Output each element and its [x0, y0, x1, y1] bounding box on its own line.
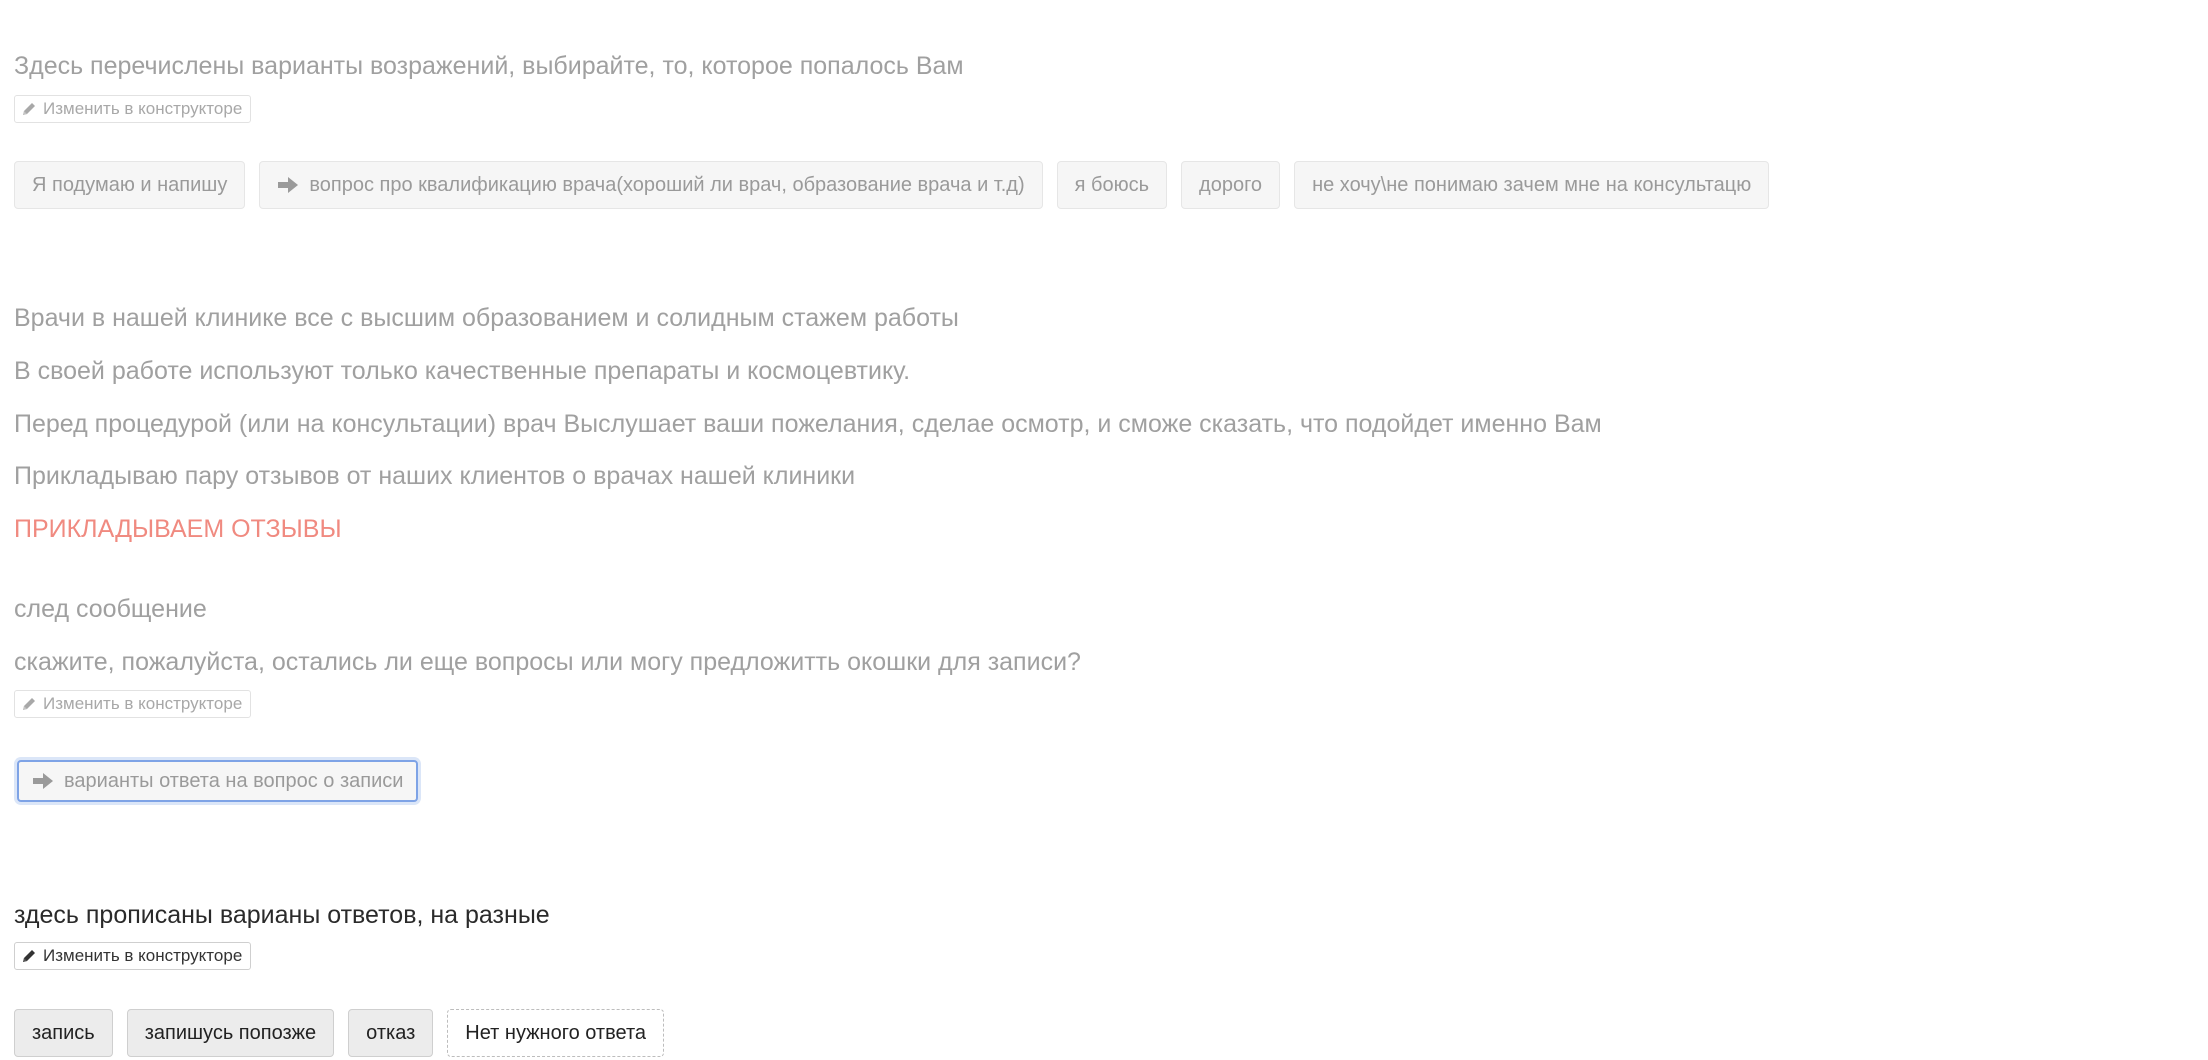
pencil-icon	[21, 948, 37, 964]
booking-question: скажите, пожалуйста, остались ли еще вопросы или могу предложитть окошки для записи?	[14, 648, 1081, 676]
option-label: я боюсь	[1074, 173, 1150, 196]
pencil-icon	[21, 101, 37, 117]
message-line-3: Перед процедурой (или на консультации) врач Выслушает ваши пожелания, сделае осмотр, и сможе сказать, что подойдет именно Вам	[14, 410, 1602, 438]
option-think-and-write[interactable]	[14, 161, 245, 209]
section3-edit-wrapper	[14, 942, 251, 970]
option-book-later[interactable]	[127, 1009, 334, 1057]
option-label: запись	[32, 1021, 95, 1044]
edit-in-constructor-button[interactable]	[14, 942, 251, 970]
option-booking[interactable]	[14, 1009, 113, 1057]
option-doctor-qualification[interactable]	[259, 161, 1042, 209]
option-afraid[interactable]	[1057, 161, 1167, 209]
message-line-4: Прикладываю пару отзывов от наших клиентов о врачах нашей клиники	[14, 462, 856, 490]
arrow-right-icon	[32, 772, 54, 790]
section1-heading: Здесь перечислены варианты возражений, выбирайте, то, которое попалось Вам	[14, 52, 964, 80]
option-label: отказ	[366, 1021, 416, 1044]
edit-in-constructor-button[interactable]	[14, 95, 251, 123]
answer-options	[14, 1009, 664, 1057]
option-label: не хочу\не понимаю зачем мне на консультацю	[1312, 173, 1752, 196]
option-label: Я подумаю и напишу	[32, 173, 228, 196]
edit-button-label: Изменить в конструкторе	[43, 946, 243, 965]
option-dont-want[interactable]	[1294, 161, 1769, 209]
attach-reviews-note: ПРИКЛАДЫВАЕМ ОТЗЫВЫ	[14, 515, 342, 543]
section3-heading: здесь прописаны варианы ответов, на разные	[14, 901, 550, 929]
arrow-right-icon	[277, 176, 299, 194]
no-suitable-answer-button[interactable]	[447, 1009, 664, 1057]
pencil-icon	[21, 696, 37, 712]
edit-button-label: Изменить в конструкторе	[43, 99, 243, 118]
option-booking-answers[interactable]	[17, 760, 418, 802]
option-label: варианты ответа на вопрос о записи	[64, 769, 404, 792]
edit-button-label: Изменить в конструкторе	[43, 694, 243, 713]
option-label: Нет нужного ответа	[465, 1021, 647, 1044]
section2-edit-wrapper	[14, 690, 251, 718]
objection-options	[14, 161, 1769, 209]
option-expensive[interactable]	[1181, 161, 1280, 209]
option-label: вопрос про квалификацию врача(хороший ли врач, образование врача и т.д)	[309, 173, 1025, 196]
message-line-1: Врачи в нашей клинике все с высшим образованием и солидным стажем работы	[14, 304, 959, 332]
option-label: дорого	[1199, 173, 1263, 196]
edit-in-constructor-button[interactable]	[14, 690, 251, 718]
message-line-2: В своей работе используют только качественные препараты и космоцевтику.	[14, 357, 911, 385]
section1-edit-wrapper	[14, 95, 251, 123]
option-refusal[interactable]	[348, 1009, 433, 1057]
next-option-wrapper	[17, 760, 418, 802]
next-message-label: след сообщение	[14, 595, 207, 623]
option-label: запишусь попозже	[144, 1021, 317, 1044]
